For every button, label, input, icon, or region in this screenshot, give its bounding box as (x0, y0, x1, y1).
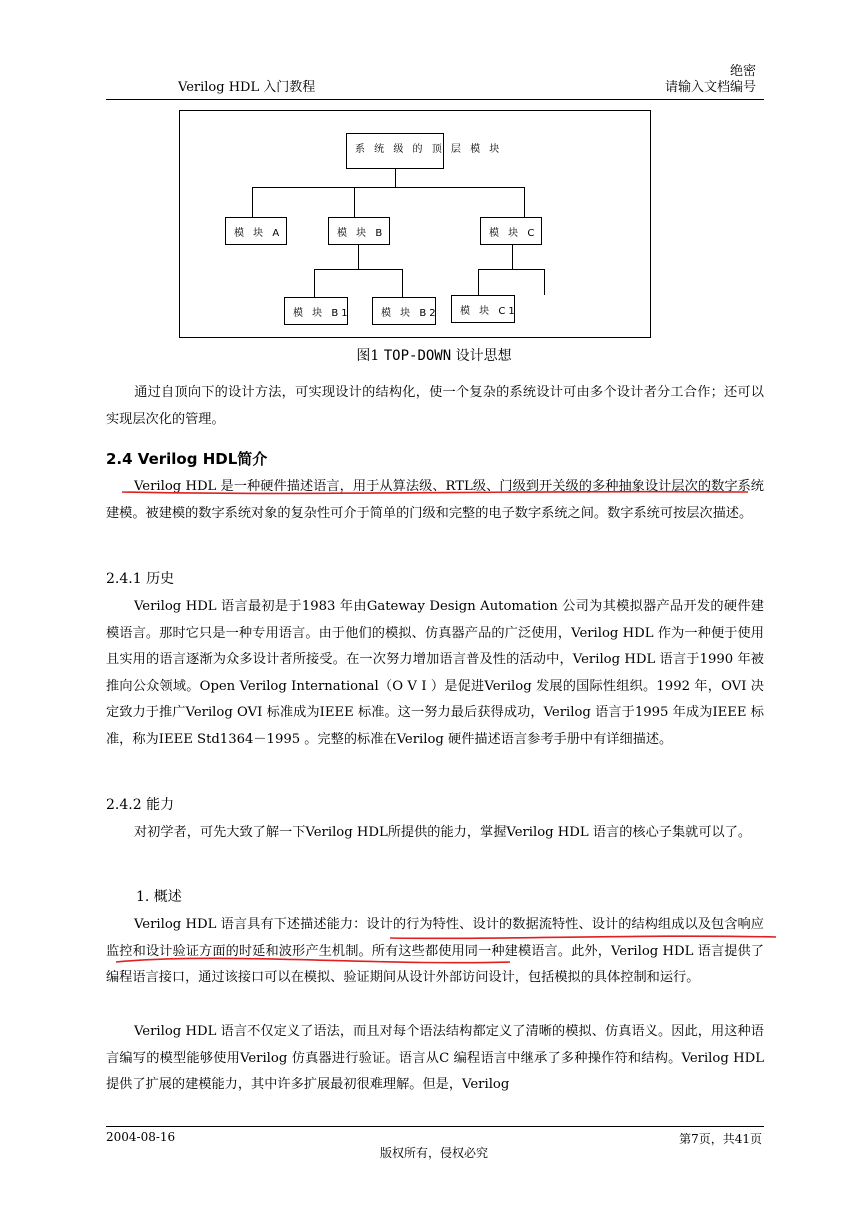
section-heading-2-4: 2.4 Verilog HDL简介 (106, 450, 268, 468)
red-underline-mark (390, 936, 776, 938)
heading-title: 能力 (146, 797, 175, 813)
header-classification: 绝密 (729, 64, 756, 79)
module-b1-box: 模 块 B1 (284, 297, 348, 325)
footer-date: 2004-08-16 (106, 1130, 176, 1144)
header-doc-number: 请输入文档编号 (664, 80, 756, 95)
caption-suffix: 设计思想 (451, 348, 512, 364)
heading-number: 2.4.2 (106, 797, 147, 813)
footer-page-number: 第7页，共41页 (679, 1132, 762, 1146)
top-level-module-box: 系 统 级 的 顶 层 模 块 (346, 133, 444, 169)
module-a-box: 模 块 A (225, 217, 287, 245)
module-c1-box: 模 块 C1 (451, 295, 515, 323)
subheading-overview: 1. 概述 (136, 889, 182, 905)
footer-copyright: 版权所有，侵权必究 (379, 1146, 488, 1160)
module-b2-box: 模 块 B2 (372, 297, 436, 325)
caption-prefix: 图1 (356, 348, 384, 364)
heading-title: 历史 (146, 571, 175, 587)
paragraph-text: 通过自顶向下的设计方法，可实现设计的结构化，使一个复杂的系统设计可由多个设计者分工合作；还可以实现层次化的管理。 (106, 385, 764, 427)
paragraph-text: Verilog HDL 语言不仅定义了语法，而且对每个语法结构都定义了清晰的模拟、仿真语义。因此，用这种语言编写的模型能够使用Verilog 仿真器进行验证。语言从C 编程语言中继承了多种操作符和结构。Verilog HDL 提供了扩展的建模能力，其中许多扩展最初很难理解。但是，Verilog (106, 1024, 764, 1092)
paragraph-text: Verilog HDL 语言最初是于1983 年由Gateway Design Automation 公司为其模拟器产品开发的硬件建模语言。那时它只是一种专用语言。由于他们的模拟、仿真器产品的广泛使用，Verilog HDL 作为一种便于使用且实用的语言逐渐为众多设计者所接受。在一次努力增加语言普及性的活动中，Verilog HDL 语言于1990 年被推向公众领域。Open Verilog International（O V I ）是促进Verilog 发展的国际性组织。1992 年，OVI 决定致力于推广Verilog OVI 标准成为IEEE 标准。这一努力最后获得成功，Verilog 语言于1995 年成为IEEE 标准，称为IEEE Std1364－1995 。完整的标准在Verilog 硬件描述语言参考手册中有详细描述。 (106, 599, 764, 747)
caption-top-down: TOP-DOWN (383, 348, 452, 364)
module-c-box: 模 块 C (480, 217, 542, 245)
footer-divider (106, 1126, 764, 1127)
paragraph-text: Verilog HDL 是一种硬件描述语言，用于从算法级、RTL级、门级到开关级的多种抽象设计层次的数字系统建模。被建模的数字系统对象的复杂性可介于简单的门级和完整的电子数字系统之间。数字系统可按层次描述。 (106, 479, 764, 521)
paragraph-text: Verilog HDL 语言具有下述描述能力：设计的行为特性、设计的数据流特性、设计的结构组成以及包含响应监控和设计验证方面的时延和波形产生机制。所有这些都使用同一种建模语言。此外，Verilog HDL 语言提供了编程语言接口，通过该接口可以在模拟、验证期间从设计外部访问设计，包括模拟的具体控制和运行。 (106, 917, 764, 985)
heading-number: 2.4.1 (106, 571, 147, 587)
header-doc-title: Verilog HDL 入门教程 (178, 80, 316, 95)
paragraph-text: 对初学者，可先大致了解一下Verilog HDL所提供的能力，掌握Verilog HDL 语言的核心子集就可以了。 (134, 825, 752, 840)
red-underline-mark (116, 958, 510, 962)
red-underline-mark (122, 492, 748, 494)
module-b-box: 模 块 B (328, 217, 390, 245)
